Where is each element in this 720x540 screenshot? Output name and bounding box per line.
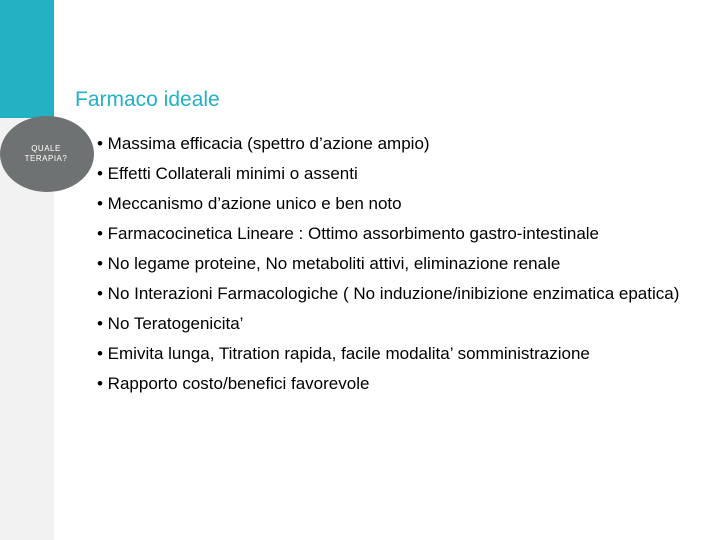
bullet-item: • Emivita lunga, Titration rapida, facile modalita’ somministrazione	[97, 344, 590, 363]
bullet-item: • Farmacocinetica Lineare : Ottimo assorbimento gastro-intestinale	[97, 224, 600, 243]
bullet-item: • No Teratogenicita’	[97, 314, 244, 333]
section-badge-label: QUALE TERAPIA?	[24, 144, 68, 163]
bullet-item: • No legame proteine, No metaboliti attivi, eliminazione renale	[97, 254, 561, 273]
section-badge	[0, 116, 94, 192]
bullet-item: • Massima efficacia (spettro d’azione ampio)	[97, 134, 430, 153]
bullet-item: • Effetti Collaterali minimi o assenti	[97, 164, 358, 183]
bullet-item: • Rapporto costo/benefici favorevole	[97, 374, 370, 393]
slide-title: Farmaco ideale	[75, 88, 220, 111]
bullet-list	[97, 132, 697, 402]
bullet-item: • No Interazioni Farmacologiche ( No induzione/inibizione enzimatica epatica)	[97, 284, 680, 303]
bullet-item: • Meccanismo d’azione unico e ben noto	[97, 194, 402, 213]
top-accent-bar	[0, 0, 54, 118]
